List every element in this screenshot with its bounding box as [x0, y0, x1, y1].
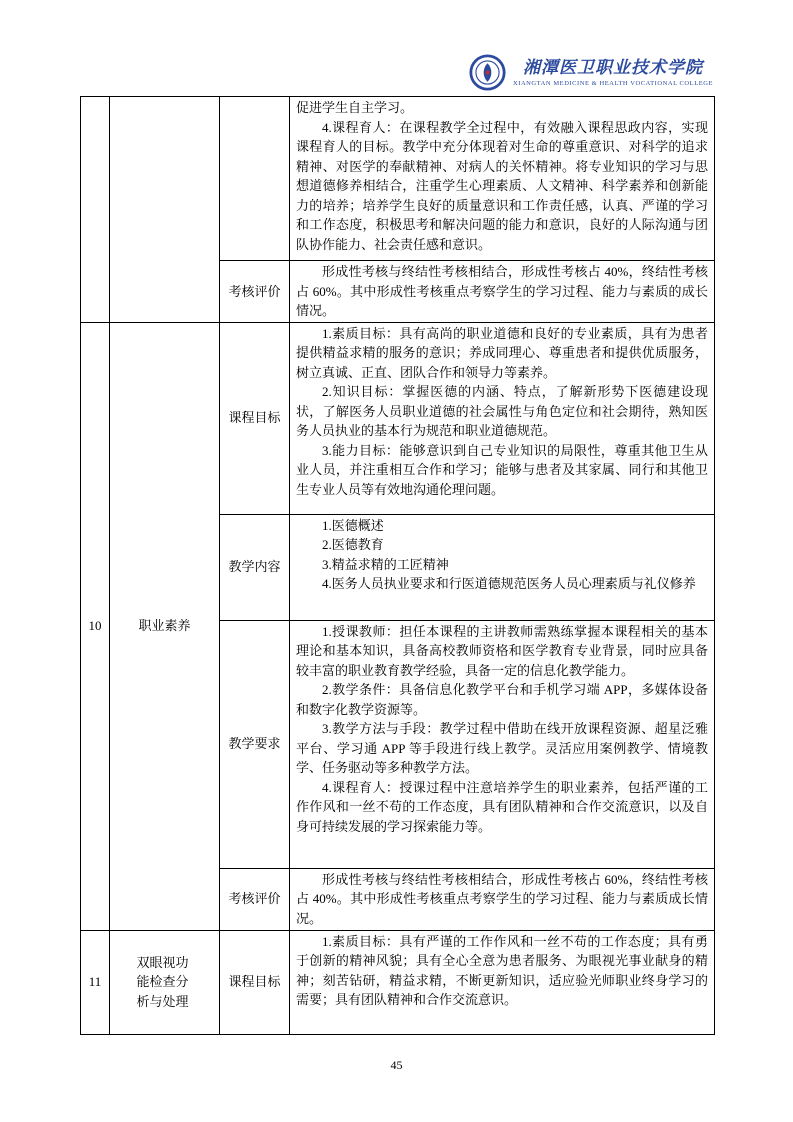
college-name-en: XIANGTAN MEDICINE & HEALTH VOCATIONAL COLLEGE	[512, 80, 713, 87]
course-number-cell	[81, 97, 110, 323]
course-name-cell	[110, 97, 220, 323]
paragraph: 2.教学条件：具备信息化教学平台和手机学习端 APP，多媒体设备和数字化教学资源等。	[296, 682, 708, 717]
paragraph: 1.素质目标：具有严谨的工作作风和一丝不苟的工作态度；具有勇于创新的精神风貌；具有全心全意为患者服务、为眼视光事业献身的精神；刻苦钻研，精益求精，不断更新知识，适应验光师职业终身学习的需要；具有团队精神和合作交流意识。	[296, 933, 708, 1007]
paragraph: 1.授课教师：担任本课程的主讲教师需熟练掌握本课程相关的基本理论和基本知识，具备高校教师资格和医学教育专业背景，同时应具备较丰富的职业教育教学经验，具备一定的信息化教学能力。	[296, 623, 708, 678]
row-label: 考核评价	[220, 261, 290, 323]
row-label: 教学内容	[220, 514, 290, 620]
row-content	[290, 930, 715, 1034]
paragraph: 4.课程育人：授课过程中注意培养学生的职业素养，包括严谨的工作作风和一丝不苟的工作态度，具有团队精神和合作交流意识，以及自身可持续发展的学习探索能力等。	[296, 779, 708, 834]
row-content	[290, 322, 715, 514]
course-name-cell	[110, 930, 220, 1034]
college-name-cn: 湘潭医卫职业技术学院	[522, 58, 703, 77]
row-label	[220, 97, 290, 261]
paragraph: 2.知识目标：掌握医德的内涵、特点，了解新形势下医德建设现状，了解医务人员职业道德的社会属性与角色定位和社会期待，熟知医务人员执业的基本行为规范和职业道德规范。	[296, 384, 708, 438]
row-content	[290, 620, 715, 868]
paragraph: 4.课程育人：在课程教学全过程中，有效融入课程思政内容，实现课程育人的目标。教学中充分体现着对生命的尊重意识、对科学的追求精神、对医学的奉献精神、对病人的关怀精神。将专业知识的学习与思想道德修养相结合，注重学生心理素质、人文精神、科学素养和创新能力的培养；培养学生良好的质量意识和工作责任感，认真、严谨的学习和工作态度，积极思考和解决问题的能力和意识，良好的人际沟通与团队协作能力、社会责任感和意识。	[296, 119, 708, 252]
course-name-cell: 职业素养	[110, 322, 220, 930]
page-number: 45	[390, 1058, 403, 1072]
course-number-cell: 11	[81, 930, 110, 1034]
syllabus-table	[80, 96, 715, 1035]
paragraph: 2.医德教育	[322, 537, 384, 552]
row-content	[290, 868, 715, 930]
table-row	[81, 322, 715, 514]
row-content	[290, 97, 715, 261]
paragraph: 3.教学方法与手段：教学过程中借助在线开放课程资源、超星泛雅平台、学习通 APP 等手段进行线上教学。灵活应用案例教学、情境教学、任务驱动等多种教学方法。	[296, 721, 708, 775]
row-label: 教学要求	[220, 620, 290, 868]
paragraph: 形成性考核与终结性考核相结合，形成性考核占 40%，终结性考核占 60%。其中形成性考核重点考察学生的学习过程、能力与素质的成长情况。	[296, 264, 708, 318]
paragraph: 4.医务人员执业要求和行医道德规范医务人员心理素质与礼仪修养	[322, 576, 696, 591]
row-content	[290, 261, 715, 323]
course-name: 双眼视功能检查分析与处理	[136, 954, 189, 1009]
row-label: 课程目标	[220, 322, 290, 514]
paragraph: 1.医德概述	[322, 517, 384, 533]
paragraph: 促进学生自主学习。	[296, 100, 414, 115]
row-content	[290, 514, 715, 620]
paragraph: 1.素质目标：具有高尚的职业道德和良好的专业素质，具有为患者提供精益求精的服务的意识；养成同理心、尊重患者和提供优质服务，树立真诚、正直、团队合作和领导力等素养。	[296, 325, 708, 380]
paragraph: 3.精益求精的工匠精神	[322, 556, 449, 572]
college-header	[0, 54, 713, 91]
table-row	[81, 930, 715, 1034]
row-label: 考核评价	[220, 868, 290, 930]
paragraph: 形成性考核与终结性考核相结合，形成性考核占 60%，终结性考核占 40%。其中形成性考核重点考察学生的学习过程、能力与素质成长情况。	[296, 871, 708, 926]
college-logo-icon	[469, 54, 506, 91]
paragraph: 3.能力目标：能够意识到自己专业知识的局限性，尊重其他卫生从业人员，并注重相互合作和学习；能够与患者及其家属、同行和其他卫生专业人员等有效地沟通伦理问题。	[296, 442, 708, 497]
row-label: 课程目标	[220, 930, 290, 1034]
table-row	[81, 97, 715, 261]
course-number-cell: 10	[81, 322, 110, 930]
college-name-block	[513, 58, 713, 87]
